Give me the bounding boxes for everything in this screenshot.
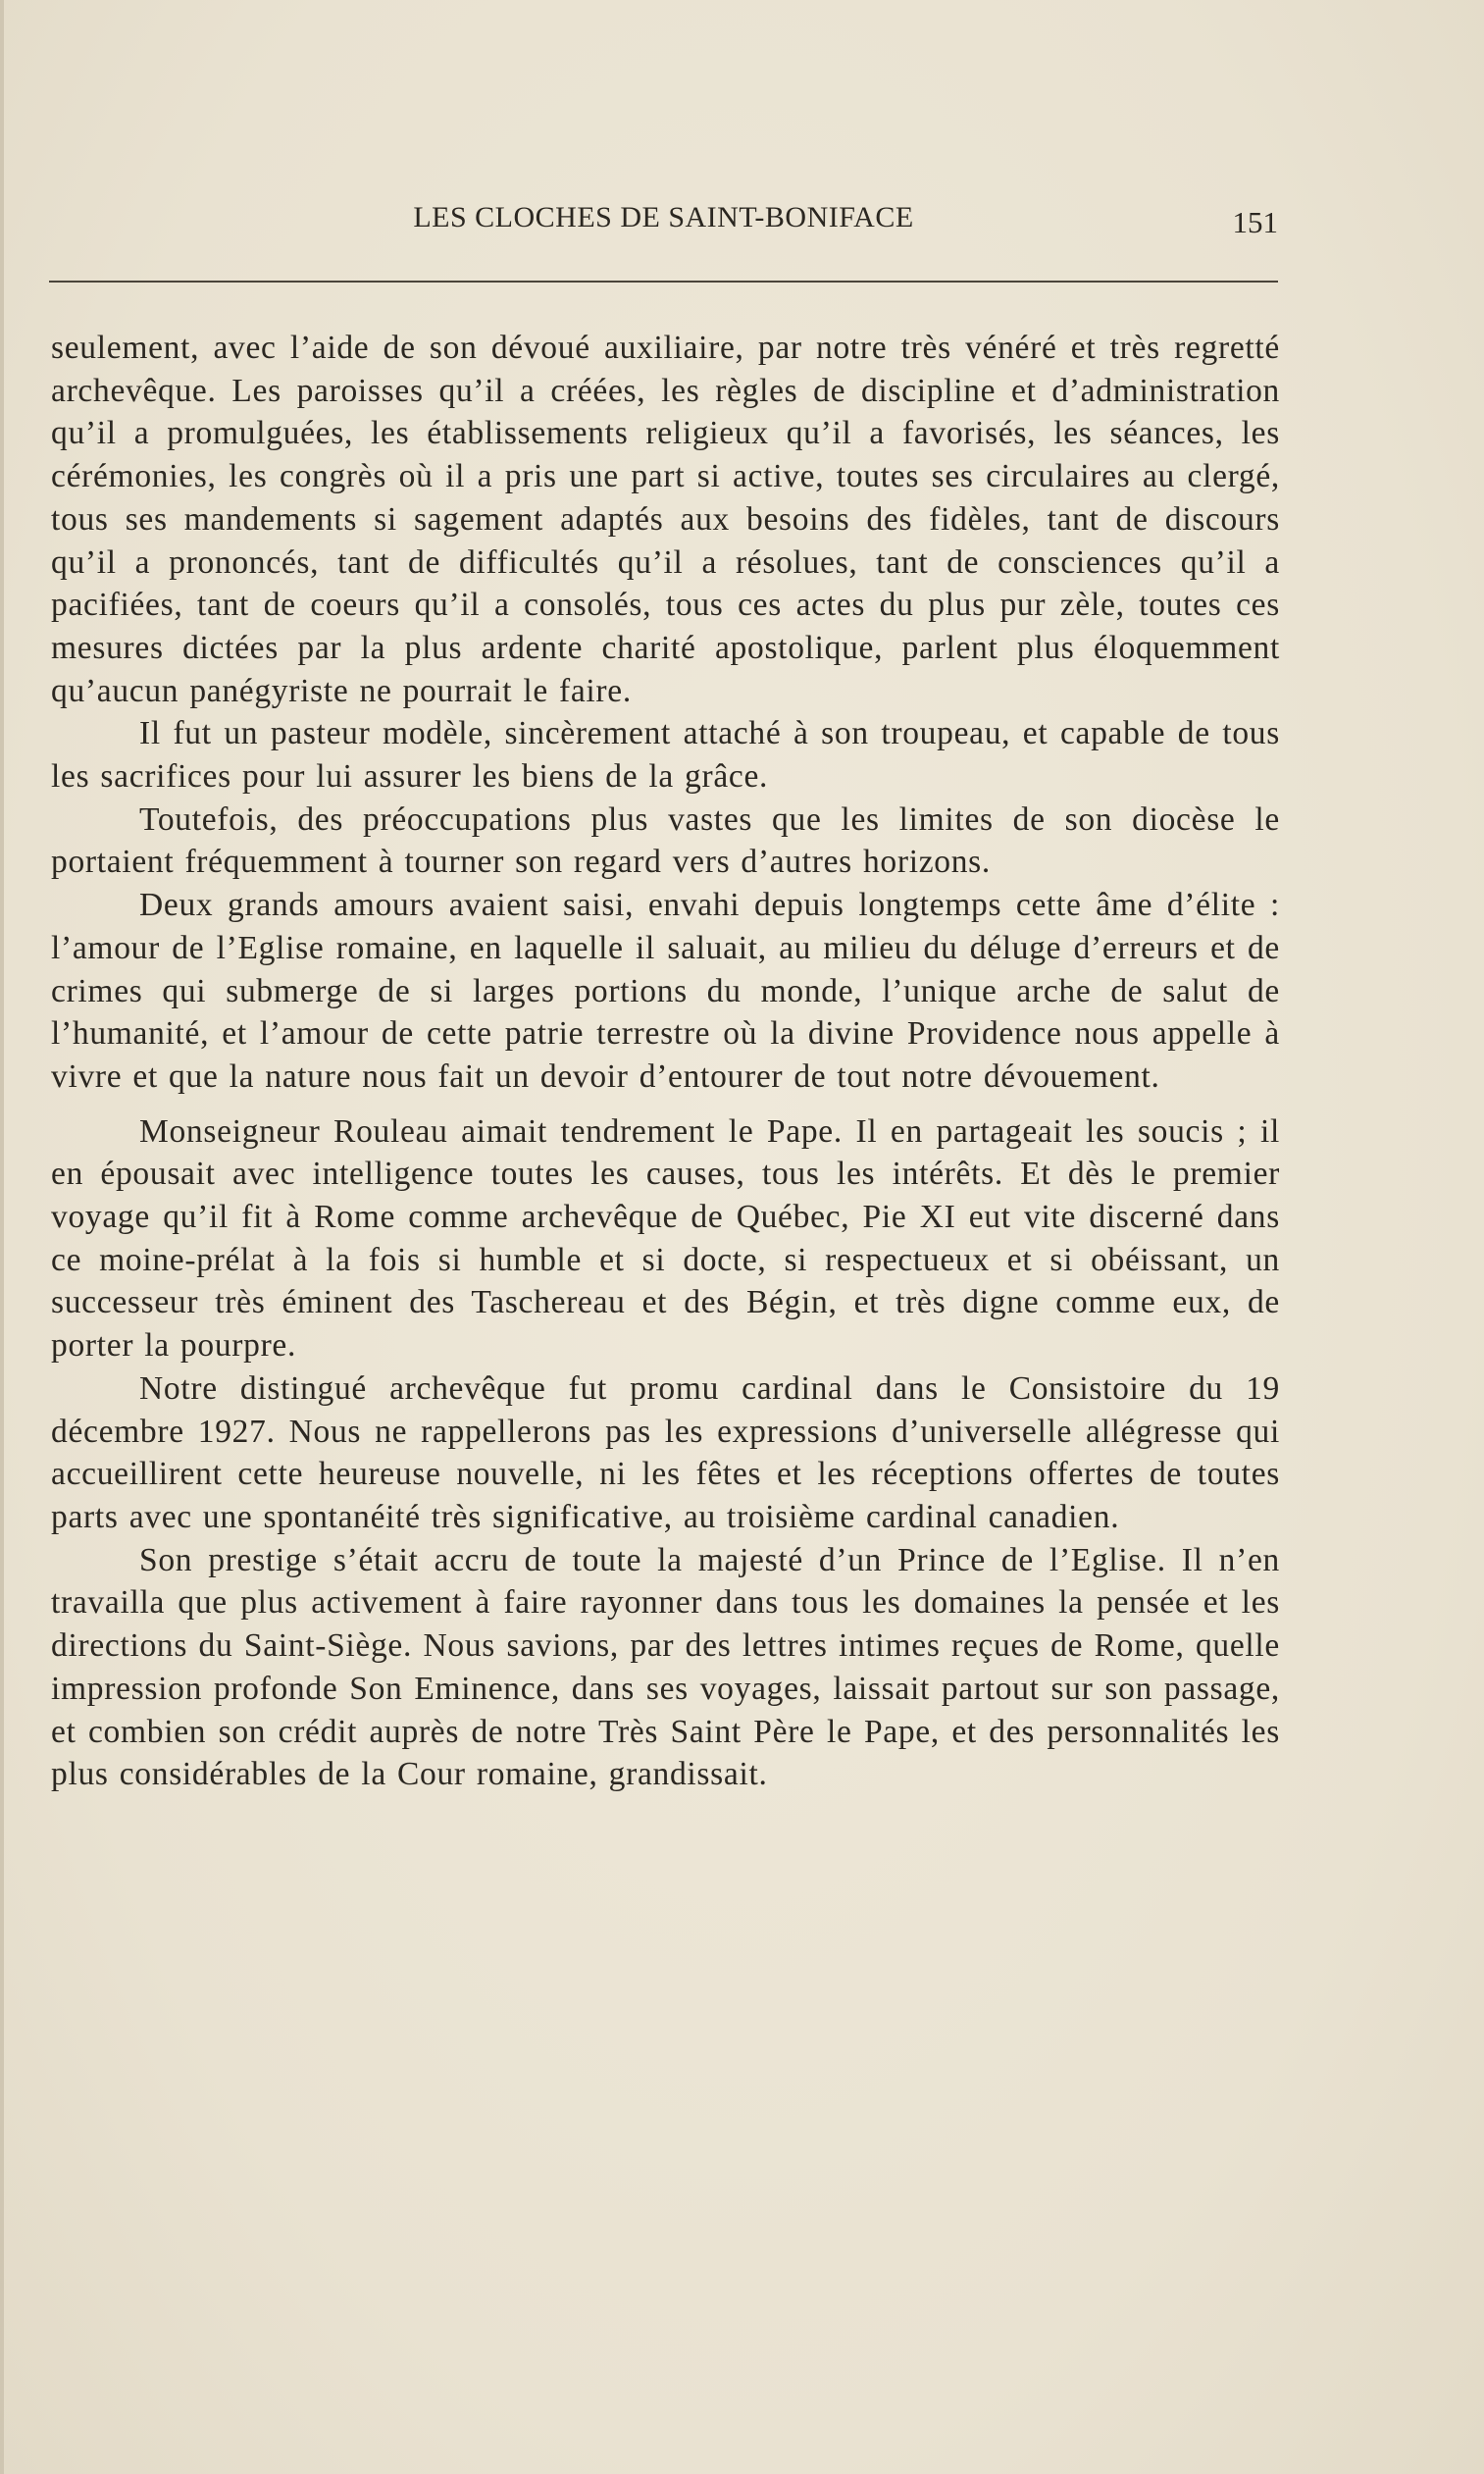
running-head (49, 201, 1278, 250)
paragraph: Deux grands amours avaient saisi, envahi depuis longtemps cette âme d’élite : l’amour de l’Eglise romaine, en laquelle il saluait, au milieu du déluge d’erreurs et de crimes qui submerge de si larges portions du monde, l’unique arche de salut de l’humanité, et l’amour de cette patrie terrestre où la divine Providence nous appelle à vivre et que la nature nous fait un devoir d’entourer de tout notre dévouement. (51, 887, 1280, 1095)
body-text (51, 327, 1280, 1796)
paragraph: Il fut un pasteur modèle, sincèrement attaché à son troupeau, et capable de tous les sacrifices pour lui assurer les biens de la grâce. (51, 715, 1280, 796)
paragraph: seulement, avec l’aide de son dévoué auxiliaire, par notre très vénéré et très regretté archevêque. Les paroisses qu’il a créées, les règles de discipline et d’administration qu’il a promulguées, les établissements religieux qu’il a favorisés, les séances, les cérémonies, les congrès où il a pris une part si active, toutes ses circulaires au clergé, tous ses mandements si sagement adaptés aux besoins des fidèles, tant de discours qu’il a prononcés, tant de difficultés qu’il a résolues, tant de consciences qu’il a pacifiées, tant de coeurs qu’il a consolés, tous ces actes du plus pur zèle, toutes ces mesures dictées par la plus ardente charité apostolique, parlent plus éloquemment qu’aucun panégyriste ne pourrait le faire. (51, 330, 1280, 709)
page-number: 151 (1232, 205, 1278, 239)
paragraph: Monseigneur Rouleau aimait tendrement le Pape. Il en partageait les soucis ; il en épousait avec intelligence toutes les causes, tous les intérêts. Et dès le premier voyage qu’il fit à Rome comme archevêque de Québec, Pie XI eut vite discerné dans ce moine-prélat à la fois si humble et si docte, si respectueux et si obéissant, un successeur très éminent des Taschereau et des Bégin, et très digne comme eux, de porter la pourpre. (51, 1112, 1280, 1365)
running-title: LES CLOCHES DE SAINT-BONIFACE (413, 201, 914, 233)
paragraph: Son prestige s’était accru de toute la majesté d’un Prince de l’Eglise. Il n’en travailla que plus activement à faire rayonner dans tous les domaines la pensée et les directions du Saint-Siège. Nous savions, par des lettres intimes reçues de Rome, quelle impression profonde Son Eminence, dans ses voyages, laissait partout sur son passage, et combien son crédit auprès de notre Très Saint Père le Pape, et des personnalités les plus considérables de la Cour romaine, grandissait. (51, 1541, 1280, 1793)
paragraph: Toutefois, des préoccupations plus vastes que les limites de son diocèse le portaient fréquemment à tourner son regard vers d’autres horizons. (51, 800, 1280, 881)
page-edge (0, 0, 4, 2474)
paragraph: Notre distingué archevêque fut promu cardinal dans le Consistoire du 19 décembre 1927. Nous ne rappellerons pas les expressions d’universelle allégresse qui accueillirent cette heureuse nouvelle, ni les fêtes et les réceptions offertes de toutes parts avec une spontanéité très significative, au troisième cardinal canadien. (51, 1369, 1280, 1535)
header-rule (49, 281, 1278, 283)
